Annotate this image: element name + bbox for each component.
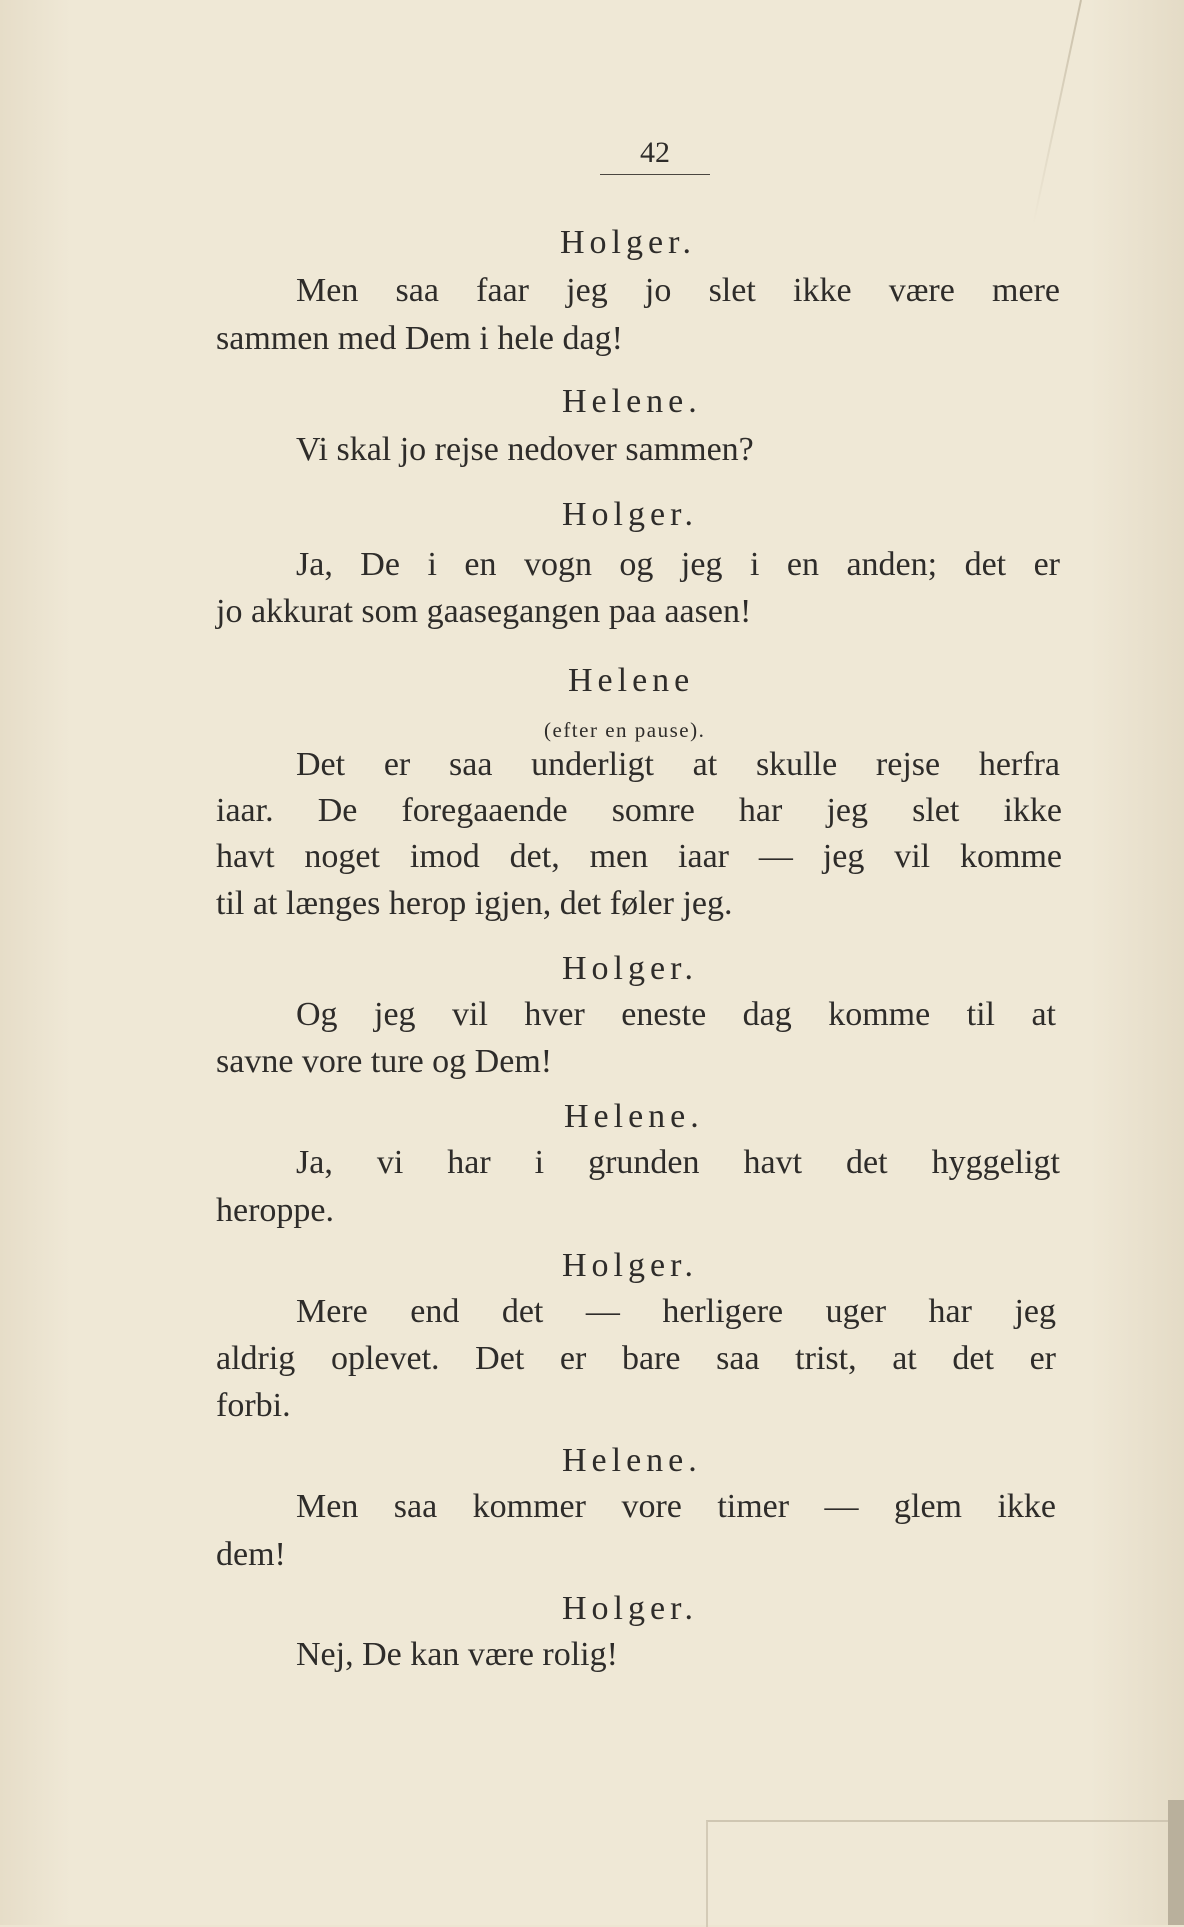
page-edge-shadow	[1168, 1800, 1184, 1925]
dialogue-line: Mere end det — herligere uger har jeg	[296, 1293, 1056, 1330]
speaker-name: Helene.	[564, 1098, 704, 1135]
dialogue-line: jo akkurat som gaasegangen paa aasen!	[216, 593, 752, 630]
dialogue-line: sammen med Dem i hele dag!	[216, 320, 623, 357]
stage-direction: (efter en pause).	[544, 718, 706, 742]
dialogue-line: Ja, vi har i grunden havt det hyggeligt	[296, 1144, 1060, 1181]
speaker-name: Holger.	[562, 496, 699, 533]
dialogue-line: Ja, De i en vogn og jeg i en anden; det er	[296, 546, 1060, 583]
dialogue-line: Nej, De kan være rolig!	[296, 1636, 618, 1673]
speaker-name: Holger.	[562, 1590, 699, 1627]
dialogue-line: Og jeg vil hver eneste dag komme til at	[296, 996, 1056, 1033]
dialogue-line: aldrig oplevet. Det er bare saa trist, at det er	[216, 1340, 1056, 1377]
dialogue-line: Det er saa underligt at skulle rejse herfra	[296, 746, 1060, 783]
dialogue-line: til at længes herop igjen, det føler jeg.	[216, 885, 733, 922]
dialogue-line: Men saa kommer vore timer — glem ikke	[296, 1488, 1056, 1525]
speaker-name: Helene	[568, 662, 695, 699]
dialogue-line: dem!	[216, 1536, 286, 1573]
dialogue-line: Vi skal jo rejse nedover sammen?	[296, 431, 754, 468]
speaker-name: Holger.	[562, 1247, 699, 1284]
bookplate-outline	[706, 1820, 1180, 1927]
page-edge-shadow	[1032, 0, 1082, 225]
dialogue-line: iaar. De foregaaende somre har jeg slet ikke	[216, 792, 1062, 829]
dialogue-line: forbi.	[216, 1387, 291, 1424]
dialogue-line: heroppe.	[216, 1192, 335, 1229]
dialogue-line: Men saa faar jeg jo slet ikke være mere	[296, 272, 1060, 309]
speaker-name: Helene.	[562, 1442, 702, 1479]
page-number: 42	[600, 136, 710, 175]
speaker-name: Helene.	[562, 383, 702, 420]
speaker-name: Holger.	[560, 224, 697, 261]
dialogue-line: savne vore ture og Dem!	[216, 1043, 553, 1080]
speaker-name: Holger.	[562, 950, 699, 987]
dialogue-line: havt noget imod det, men iaar — jeg vil komme	[216, 838, 1062, 875]
